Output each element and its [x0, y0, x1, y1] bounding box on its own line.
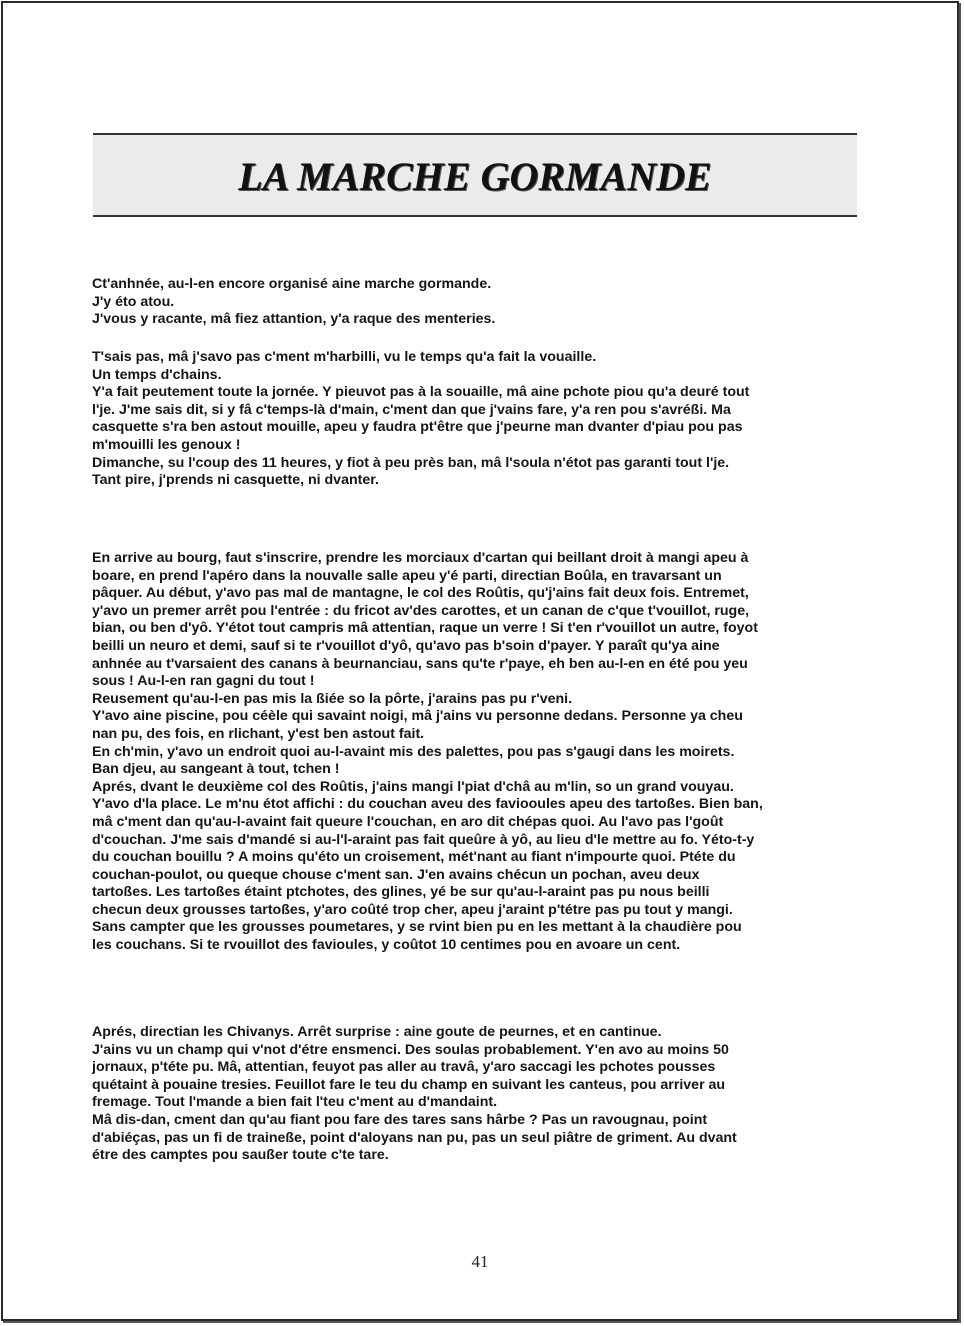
text-line: nan pu, des fois, en rlichant, y'est ben astout fait.: [92, 725, 425, 742]
text-line: Y'avo aine piscine, pou céèle qui savaint noigi, mâ j'ains vu personne dedans. Personne ya cheu: [92, 708, 743, 725]
text-line: Dimanche, su l'coup des 11 heures, y fiot à peu près ban, mâ l'soula n'étot pas garanti tout l'je.: [92, 454, 730, 471]
text-line: Aprés, dvant le deuxième col des Roûtis, j'ains mangi l'piat d'châ au m'lin, so un grand vouyau.: [92, 778, 734, 795]
paragraph-intro: [92, 276, 862, 329]
text-line: d'abiéças, pas un fi de traineße, point d'aloyans nan pu, pas un seul piâtre de griment. Au dvant: [92, 1129, 737, 1146]
text-line: mâ c'ment dan qu'au-l-avaint fait queure l'couchan, en aro dit chépas quoi. Au l'avo pas l'goût: [92, 813, 724, 830]
text-line: Ct'anhnée, au-l-en encore organisé aine marche gormande.: [92, 276, 492, 292]
title-banner: [93, 133, 857, 217]
paragraph-walk: [92, 550, 862, 955]
paragraph-field: [92, 1024, 862, 1165]
text-line: les couchans. Si te rvouillot des favioules, y coûtot 10 centimes pou en avoare un cent.: [92, 937, 681, 954]
text-line: Aprés, directian les Chivanys. Arrêt surprise : aine goute de peurnes, et en cantinue.: [92, 1024, 662, 1040]
text-line: Mâ dis-dan, cment dan qu'au fiant pou fare des tares sans hârbe ? Pas un ravougnau, point: [92, 1111, 708, 1128]
text-line: étre des camptes pou saußer toute c'te tare.: [92, 1147, 389, 1164]
text-line: beilli un neuro et demi, sauf si te r'vouillot d'yô, qu'avo pas b'soin d'payer. Y paraît qu'ya aine: [92, 637, 720, 654]
text-line: Y'a fait peutement toute la jornée. Y pieuvot pas à la souaille, mâ aine pchote piou qu'a deuré tout: [92, 384, 750, 401]
text-line: Reusement qu'au-l-en pas mis la ßiée so la pôrte, j'arains pas pu r'veni.: [92, 690, 573, 707]
text-line: sous ! Au-l-en ran gagni du tout !: [92, 673, 315, 690]
text-line: T'sais pas, mâ j'savo pas c'ment m'harbilli, vu le temps qu'a fait la vouaille.: [92, 349, 597, 365]
text-line: anhnée au t'varsaient des canans à beurnanciau, sans qu'te r'paye, eh ben au-l-en en été pou yeu: [92, 655, 748, 672]
document-page: [1, 1, 959, 1321]
page-title: LA MARCHE GORMANDE: [238, 154, 712, 199]
page-number: 41: [471, 1252, 489, 1271]
text-line: Y'avo d'la place. Le m'nu étot affichi : du couchan aveu des faviooules apeu des tartoßes. Bien ban,: [92, 796, 763, 813]
text-line: checun deux grousses tartoßes, y'aro coûté trop cher, apeu j'araint p'tétre pas pu tout y mangi.: [92, 901, 733, 918]
text-line: l'je. J'me sais dit, si y fâ c'temps-là d'main, c'ment dan que j'vains fare, y'a ren pou s'avréßi. Ma: [92, 401, 731, 418]
text-line: En arrive au bourg, faut s'inscrire, prendre les morciaux d'cartan qui beillant droit à mangi apeu à: [92, 550, 749, 566]
text-line: Un temps d'chains.: [92, 366, 222, 383]
text-line: jornaux, p'téte pu. Mâ, attentian, feuyot pas aller au travâ, y'aro saccagi les pchotes pousses: [92, 1059, 716, 1076]
text-line: boare, en prend l'apéro dans la nouvalle salle apeu y'é parti, directian Boûla, en travarsant un: [92, 567, 722, 584]
text-line: pâquer. Au début, y'avo pas mal de mantagne, le col des Roûtis, qu'j'ains fait deux fois. Entremet,: [92, 585, 749, 602]
text-line: bian, ou ben d'yô. Y'étot tout campris mâ attentian, raque un verre ! Si t'en r'vouillot un autre, foyot: [92, 620, 758, 637]
text-line: En ch'min, y'avo un endroit quoi au-l-avaint mis des palettes, pou pas s'gaugi dans les moirets.: [92, 743, 735, 760]
text-line: d'couchan. J'me sais d'mandé si au-l'l-araint pas fait queûre à yô, au lieu d'le mettre au fo. Yéto-t-y: [92, 831, 755, 848]
text-line: quétaint à pouaine tresies. Feuillot fare le teu du champ en suivant les canteus, pou arriver au: [92, 1076, 726, 1093]
text-line: fremage. Tout l'mande a bien fait l'teu c'ment au d'mandaint.: [92, 1094, 498, 1111]
text-line: casquette s'ra ben astout mouille, apeu y faudra pt'être que j'peurne man dvanter d'piau pou pas: [92, 419, 743, 436]
paragraph-weather: [92, 349, 862, 490]
text-line: Ban djeu, au sangeant à tout, tchen !: [92, 761, 340, 778]
text-line: m'mouilli les genoux !: [92, 436, 241, 453]
text-line: y'avo un premer arrêt pou l'entrée : du fricot av'des carottes, et un canan de c'que t'vouillot, ruge,: [92, 602, 750, 619]
text-line: du couchan bouillu ? A moins qu'éto un croisement, mét'nant au fiant n'impourte quoi. Ptéte du: [92, 849, 736, 866]
text-line: Sans campter que les grousses poumetares, y se rvint bien pu en les mettant à la chaudière pou: [92, 919, 742, 936]
text-line: J'y éto atou.: [92, 293, 175, 310]
text-line: couchan-poulot, ou queque chouse c'ment san. J'en avains chécun un pochan, aveu deux: [92, 866, 700, 883]
text-line: tartoßes. Les tartoßes étaint ptchotes, des glines, yé be sur qu'au-l-araint pas pu nous beilli: [92, 884, 710, 901]
text-line: Tant pire, j'prends ni casquette, ni dvanter.: [92, 472, 379, 489]
text-line: J'vous y racante, mâ fiez attantion, y'a raque des menteries.: [92, 311, 496, 328]
text-line: J'ains vu un champ qui v'not d'étre ensmenci. Des soulas probablement. Y'en avo au moins 50: [92, 1041, 729, 1058]
